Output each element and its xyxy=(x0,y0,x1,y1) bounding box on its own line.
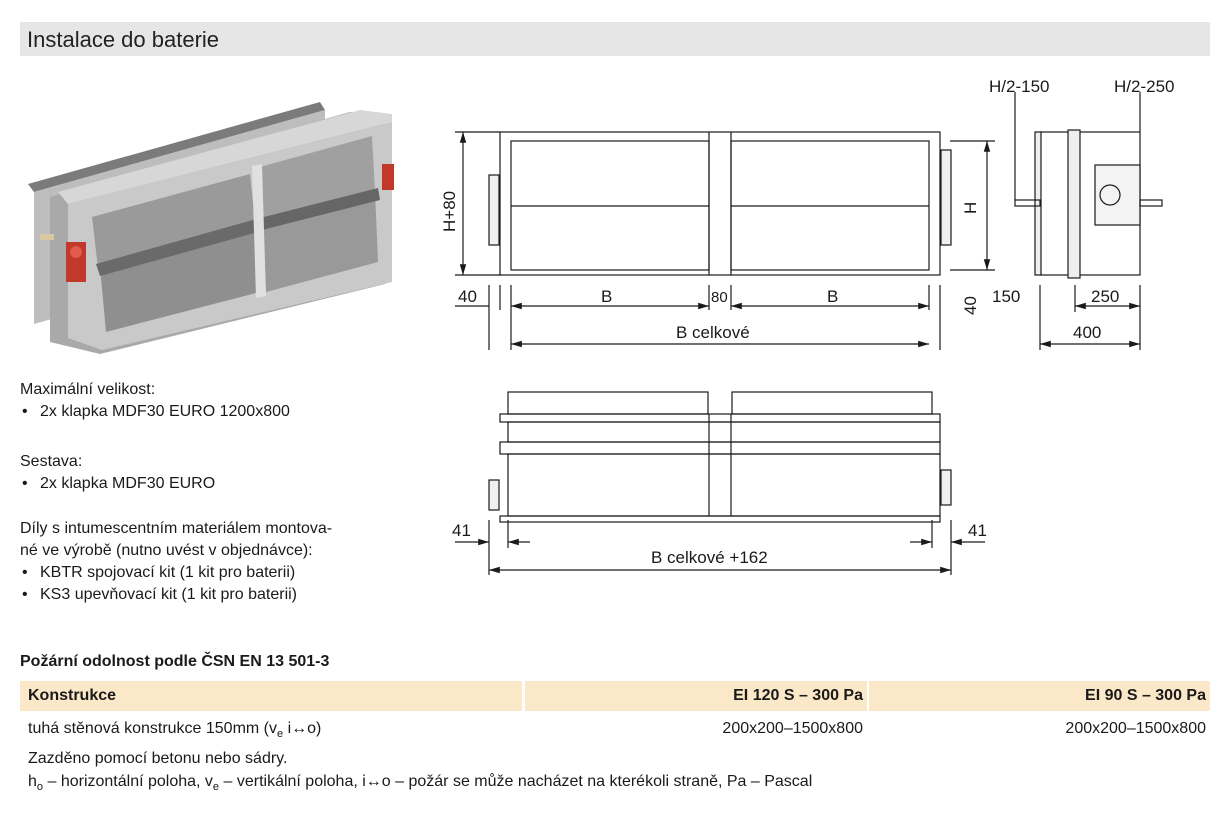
construction-text: tuhá stěnová konstrukce 150mm (v xyxy=(28,720,278,737)
dim-h80: H+80 xyxy=(440,190,459,232)
table-cell-ei120: 200x200–1500x800 xyxy=(722,720,863,737)
section-title: Instalace do baterie xyxy=(27,27,220,52)
dim-150: 150 xyxy=(992,287,1021,306)
assembly-item: • 2x klapka MDF30 EURO xyxy=(20,473,215,495)
table-row-construction xyxy=(28,720,321,740)
header-construction-label: Konstrukce xyxy=(28,687,117,704)
legend-line xyxy=(28,773,812,793)
table-header-ei120 xyxy=(525,681,867,711)
legend-h-text: – horizontální poloha, xyxy=(43,773,205,790)
dim-h2-250: H/2-250 xyxy=(1114,77,1175,96)
parts-item: • KBTR spojovací kit (1 kit pro baterii) xyxy=(20,562,332,584)
dim-b-2: B xyxy=(827,287,839,306)
parts-label-line1: Díly s intumescentním materiálem montova- xyxy=(20,520,333,537)
dim-40-right: 40 xyxy=(961,296,980,315)
section-title-bar xyxy=(20,22,1210,56)
assembly-block xyxy=(20,451,215,495)
parts-label-line2: né ve výrobě (nutno uvést v objednávce): xyxy=(20,542,313,559)
parts-block xyxy=(20,518,332,606)
construction-end: i↔o) xyxy=(283,720,322,737)
dim-400: 400 xyxy=(1073,323,1102,342)
dim-h: H xyxy=(961,201,980,214)
dim-b-1: B xyxy=(601,287,613,306)
max-size-item: • 2x klapka MDF30 EURO 1200x800 xyxy=(20,401,290,423)
parts-item: • KS3 upevňovací kit (1 kit pro baterii) xyxy=(20,584,332,606)
max-size-block xyxy=(20,379,290,423)
legend-v-sub: e xyxy=(212,781,220,794)
dim-40-left: 40 xyxy=(458,287,477,306)
construction-sub: e xyxy=(277,728,284,741)
fire-resistance-title: Požární odolnost podle ČSN EN 13 501-3 xyxy=(20,653,330,670)
dim-41-right: 41 xyxy=(968,521,987,540)
table-cell-ei90: 200x200–1500x800 xyxy=(1065,720,1206,737)
dim-b-celkove: B celkové xyxy=(676,323,750,342)
dim-b-celkove-162: B celkové +162 xyxy=(651,548,768,567)
dim-250: 250 xyxy=(1091,287,1120,306)
dim-41-left: 41 xyxy=(452,521,471,540)
table-header-construction xyxy=(20,681,522,711)
dim-h2-150: H/2-150 xyxy=(989,77,1050,96)
legend-h-sub: o xyxy=(36,781,44,794)
header-ei120-label: EI 120 S – 300 Pa xyxy=(733,687,863,704)
assembly-label: Sestava: xyxy=(20,453,83,470)
table-header-ei90 xyxy=(869,681,1210,711)
legend-v: v xyxy=(204,773,213,790)
header-ei90-label: EI 90 S – 300 Pa xyxy=(1085,687,1206,704)
dim-80: 80 xyxy=(711,289,728,306)
max-size-label: Maximální velikost: xyxy=(20,381,156,398)
legend-v-text: – vertikální poloha, i↔o – požár se může nacházet na kterékoli straně, Pa – Pascal xyxy=(219,773,813,790)
legend-h: h xyxy=(28,773,37,790)
note-mounting: Zazděno pomocí betonu nebo sádry. xyxy=(28,750,288,767)
product-photo xyxy=(20,92,400,354)
